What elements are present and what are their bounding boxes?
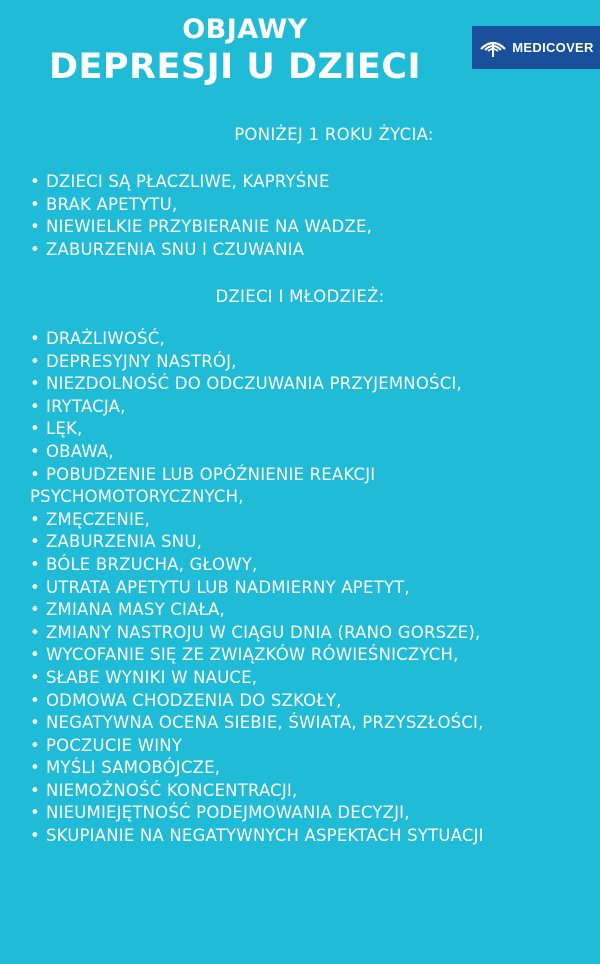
bullet-icon: •	[30, 758, 40, 778]
infant-symptoms-list	[30, 171, 590, 261]
bullet-icon: •	[30, 351, 40, 371]
list-item: • NEGATYWNA OCENA SIEBIE, ŚWIATA, PRZYSZŁOŚCI,	[30, 712, 590, 735]
bullet-icon: •	[30, 374, 40, 394]
list-item: • DEPRESYJNY NASTRÓJ,	[30, 351, 590, 374]
bullet-icon: •	[30, 419, 40, 439]
list-item: • NIEWIELKIE PRZYBIERANIE NA WADZE,	[30, 216, 590, 239]
list-item: • BÓLE BRZUCHA, GŁOWY,	[30, 554, 590, 577]
bullet-icon: •	[30, 600, 40, 620]
bullet-icon: •	[30, 713, 40, 733]
list-item: • ZABURZENIA SNU I CZUWANIA	[30, 239, 590, 262]
title-line-2: DEPRESJI U DZIECI	[48, 47, 422, 87]
list-item: • NIEUMIEJĘTNOŚĆ PODEJMOWANIA DECYZJI,	[30, 802, 590, 825]
bullet-icon: •	[30, 509, 40, 529]
section-heading-youth: DZIECI I MŁODZIEŻ:	[215, 287, 385, 306]
bullet-icon: •	[30, 532, 40, 552]
bullet-icon: •	[30, 172, 40, 191]
bullet-icon: •	[30, 622, 40, 642]
bullet-icon: •	[30, 577, 40, 597]
youth-symptoms-list	[30, 328, 590, 848]
bullet-icon: •	[30, 554, 40, 574]
bullet-icon: •	[30, 735, 40, 755]
list-item: • UTRATA APETYTU LUB NADMIERNY APETYT,	[30, 577, 590, 600]
logo-text: MEDICOVER	[512, 40, 594, 55]
list-item: • BRAK APETYTU,	[30, 194, 590, 217]
bullet-icon: •	[30, 194, 40, 214]
list-item: • SKUPIANIE NA NEGATYWNYCH ASPEKTACH SYTUACJI	[30, 825, 590, 848]
medicover-logo-icon	[478, 35, 508, 61]
list-item: • IRYTACJA,	[30, 396, 590, 419]
bullet-icon: •	[30, 645, 40, 665]
list-item: • ZMIANA MASY CIAŁA,	[30, 599, 590, 622]
list-item: • LĘK,	[30, 418, 590, 441]
section-heading-infants: PONIŻEJ 1 ROKU ŻYCIA:	[234, 125, 434, 144]
list-item: • POBUDZENIE LUB OPÓŹNIENIE REAKCJI PSYCHOMOTORYCZNYCH,	[30, 464, 376, 507]
infographic-title	[0, 14, 470, 88]
bullet-icon: •	[30, 239, 40, 259]
bullet-icon: •	[30, 826, 40, 846]
list-item: • MYŚLI SAMOBÓJCZE,	[30, 757, 590, 780]
bullet-icon: •	[30, 464, 40, 484]
bullet-icon: •	[30, 780, 40, 800]
bullet-icon: •	[30, 329, 40, 348]
bullet-icon: •	[30, 667, 40, 687]
bullet-icon: •	[30, 441, 40, 461]
bullet-icon: •	[30, 690, 40, 710]
list-item: • NIEMOŻNOŚĆ KONCENTRACJI,	[30, 780, 590, 803]
bullet-icon: •	[30, 396, 40, 416]
bullet-icon: •	[30, 217, 40, 237]
list-item: • OBAWA,	[30, 441, 590, 464]
list-item: • ZMIANY NASTROJU W CIĄGU DNIA (RANO GORSZE),	[30, 622, 590, 645]
title-line-1: OBJAWY	[182, 14, 308, 45]
medicover-logo	[472, 26, 600, 69]
list-item: • ZABURZENIA SNU,	[30, 531, 590, 554]
list-item: • ODMOWA CHODZENIA DO SZKOŁY,	[30, 690, 590, 713]
list-item: • WYCOFANIE SIĘ ZE ZWIĄZKÓW RÓWIEŚNICZYCH,	[30, 644, 590, 667]
list-item: • DZIECI SĄ PŁACZLIWE, KAPRYŚNE	[30, 171, 590, 194]
list-item: • NIEZDOLNOŚĆ DO ODCZUWANIA PRZYJEMNOŚCI,	[30, 373, 590, 396]
list-item: • POCZUCIE WINY	[30, 735, 590, 758]
list-item: • ZMĘCZENIE,	[30, 509, 590, 532]
bullet-icon: •	[30, 803, 40, 823]
list-item: • DRAŻLIWOŚĆ,	[30, 328, 590, 351]
list-item: • SŁABE WYNIKI W NAUCE,	[30, 667, 590, 690]
